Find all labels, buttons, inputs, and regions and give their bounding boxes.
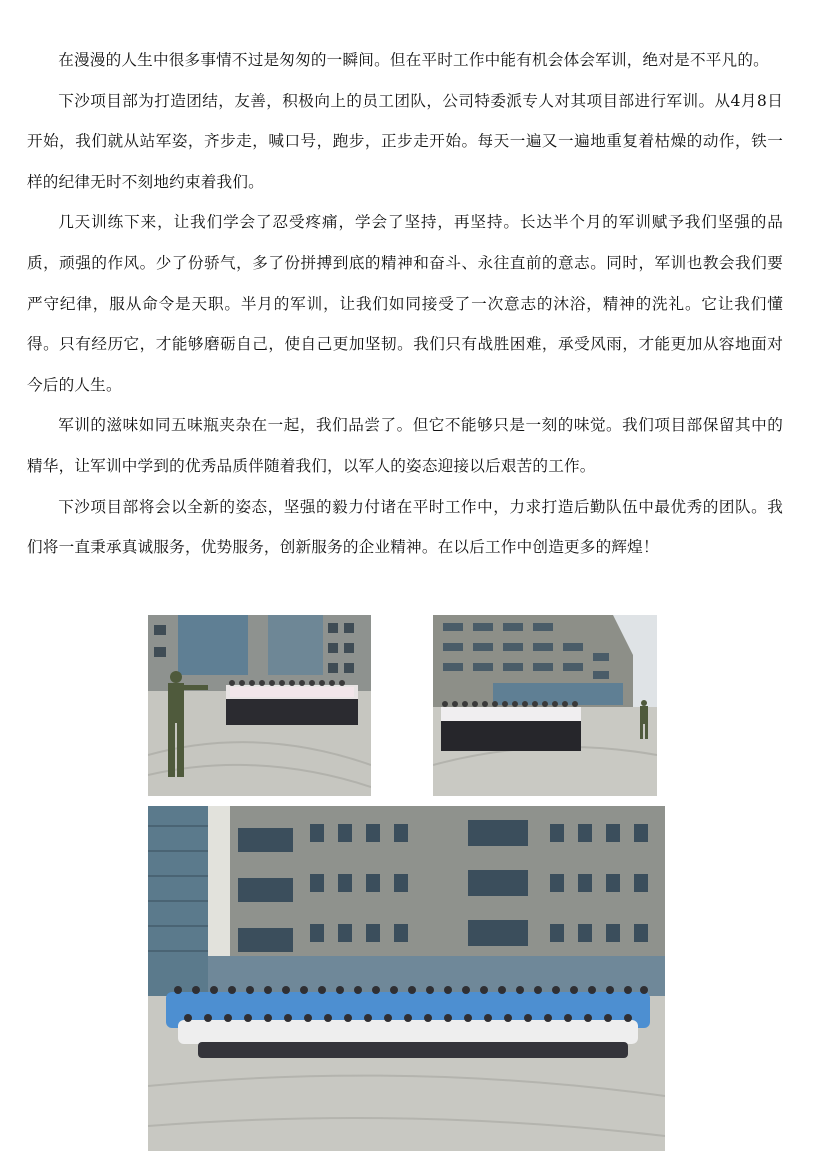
paragraph-4: 军训的滋味如同五味瓶夹杂在一起，我们品尝了。但它不能够只是一刻的味觉。我们项目部保留其中的精华，让军训中学到的优秀品质伴随着我们，以军人的姿态迎接以后艰苦的工作。 <box>27 416 783 475</box>
training-photo-instructor <box>148 615 371 796</box>
paragraph-5: 下沙项目部将会以全新的姿态，坚强的毅力付诸在平时工作中，力求打造后勤队伍中最优秀的团队。我们将一直秉承真诚服务，优势服务，创新服务的企业精神。在以后工作中创造更多的辉煌！ <box>27 497 783 557</box>
training-photo-formation <box>433 615 657 796</box>
paragraph-1: 在漫漫的人生中很多事情不过是匆匆的一瞬间。但在平时工作中能有机会体会军训，绝对是不平凡的。 <box>58 51 769 69</box>
group-photo <box>148 806 665 1151</box>
paragraph-2: 下沙项目部为打造团结，友善，积极向上的员工团队，公司特委派专人对其项目部进行军训。从4月8日开始，我们就从站军姿，齐步走，喊口号，跑步，正步走开始。每天一遍又一遍地重复着枯燥的动作，铁一样的纪律无时不刻地约束着我们。 <box>27 91 783 191</box>
article-body <box>27 40 783 568</box>
paragraph-3: 几天训练下来，让我们学会了忍受疼痛，学会了坚持，再坚持。长达半个月的军训赋予我们坚强的品质，顽强的作风。少了份骄气，多了份拼搏到底的精神和奋斗、永往直前的意志。同时，军训也教会我们要严守纪律，服从命令是天职。半月的军训，让我们如同接受了一次意志的沐浴，精神的洗礼。它让我们懂得。只有经历它，才能够磨砺自己，使自己更加坚韧。我们只有战胜困难，承受风雨，才能更加从容地面对今后的人生。 <box>27 213 783 394</box>
